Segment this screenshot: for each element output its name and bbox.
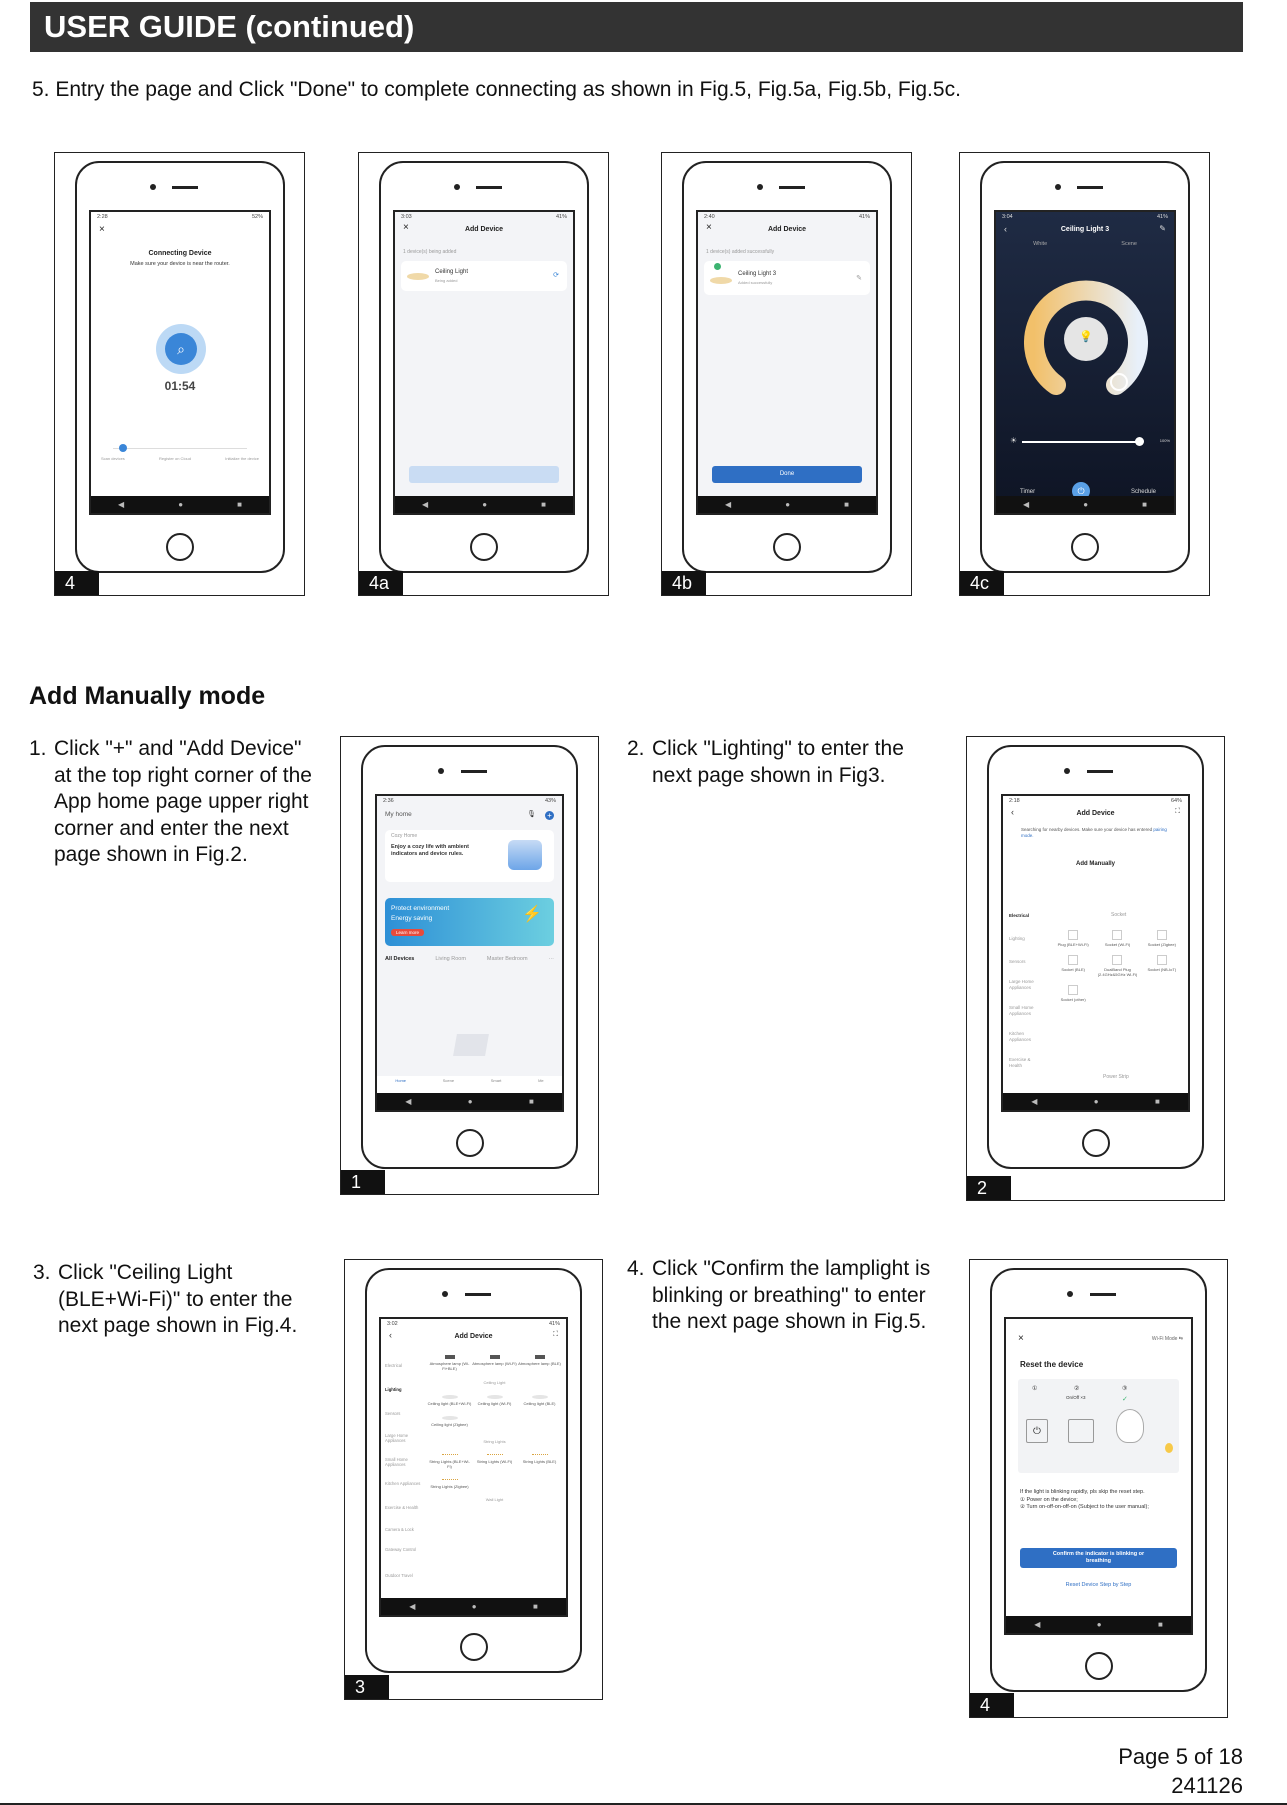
search-note: Searching for nearby devices. Make sure your device has entered pairing mode. (1021, 827, 1167, 838)
android-nav-bar[interactable]: ◀ ● ■ (1003, 1093, 1188, 1110)
socket-item[interactable]: Socket (Wi-Fi) (1095, 930, 1139, 947)
screen-title: Add Device (767, 226, 807, 233)
room-tabs[interactable]: All Devices Living Room Master Bedroom ··· (385, 956, 554, 962)
add-icon[interactable]: + (545, 811, 554, 820)
screen-title: Add Device (1076, 810, 1115, 817)
category-list[interactable]: Electrical Lighting Sensors Large Home Appliances Small Home Appliances Kitchen Appliances Exercise & Health Camera & Lock Gateway Control Outdoor Travel (385, 1363, 421, 1578)
done-button[interactable]: Done (712, 466, 862, 483)
brightness-value: 100% (1159, 438, 1170, 443)
countdown-timer: 01:54 (164, 379, 196, 393)
socket-item[interactable]: Socket (Zigbee) (1140, 930, 1184, 947)
card-text: Enjoy a cozy life with ambient indicators and device rules. (391, 844, 469, 857)
phone-screen (393, 210, 575, 515)
search-icon: ⌕ (156, 324, 206, 374)
instruction-4: 4. Click "Confirm the lamplight is blinking or breathing" to enter the next page shown in Fig.5. (627, 1257, 931, 1333)
power-plug-icon: ⏻ (1026, 1419, 1048, 1443)
instruction-3: 3. Click "Ceiling Light (BLE+Wi-Fi)" to enter the next page shown in Fig.4. (33, 1261, 298, 1337)
device-status: Being added (435, 278, 458, 283)
figure-4a (358, 152, 609, 596)
figure-3 (344, 1259, 603, 1700)
add-manually-heading: Add Manually (1075, 861, 1115, 867)
device-name: Ceiling Light 3 (738, 271, 777, 277)
wind-turbine-icon: ⚡ (522, 906, 542, 923)
phone-frame (75, 161, 285, 573)
android-nav-bar[interactable]: ◀ ● ■ (381, 1598, 566, 1615)
figure-4b (661, 152, 912, 596)
lighting-grid[interactable]: Atmosphere lamp (Wi-Fi+BLE) Atmosphere lamp (Wi-Fi) Atmosphere lamp (BLE) Ceiling Light Ceiling light (BLE+Wi-Fi) Ceiling light (Wi-Fi) Ceiling light (BLE) Ceiling light (Zigbee) String Lights String Lights (BLE+Wi-Fi) String Lights (Wi-Fi) String Lights (BLE) String Lights (Zigbee) Wall Light (427, 1355, 562, 1502)
socket-item[interactable]: Socket (NB-IoT) (1140, 955, 1184, 977)
figure-2 (966, 736, 1225, 1201)
bulb-small-icon (1165, 1443, 1173, 1453)
section-heading: Add Manually mode (29, 682, 266, 710)
product-item[interactable]: Atmosphere lamp (Wi-Fi+BLE) (427, 1355, 472, 1371)
phone-screen (696, 210, 878, 515)
figure-4 (54, 152, 305, 596)
close-icon[interactable]: × (403, 222, 409, 233)
figure-label: 1 (341, 1170, 385, 1194)
screen-title: Connecting Device (148, 250, 212, 257)
close-icon[interactable]: × (99, 224, 105, 235)
android-nav-bar[interactable]: ◀ ● ■ (377, 1093, 562, 1110)
figure-label: 3 (345, 1675, 389, 1699)
status-note: 1 device(s) added successfully (706, 249, 775, 255)
phone-screen (375, 794, 564, 1112)
lamp-icon (710, 277, 732, 284)
edit-icon[interactable]: ✎ (1159, 224, 1166, 233)
phone-screen (89, 210, 271, 515)
product-item[interactable]: String Lights (BLE+Wi-Fi) (427, 1454, 472, 1469)
figure-4c (959, 152, 1210, 596)
house-icon (508, 840, 542, 870)
confirm-button[interactable]: Confirm the indicator is blinking or breathing (1020, 1548, 1177, 1568)
product-item[interactable]: Atmosphere lamp (BLE) (517, 1355, 562, 1371)
power-button[interactable]: ⏻ (1072, 482, 1090, 500)
figure-4-reset (969, 1259, 1228, 1718)
figure-1 (340, 736, 599, 1195)
success-icon (714, 263, 721, 270)
edit-icon[interactable]: ✎ (856, 275, 862, 282)
back-icon[interactable]: ‹ (389, 1330, 392, 1340)
home-button (166, 533, 194, 561)
screen-title: Add Device (464, 226, 504, 233)
socket-grid[interactable] (1051, 930, 1184, 1002)
socket-item[interactable]: Socket (BLE) (1051, 955, 1095, 977)
screen-title: Reset the device (1020, 1360, 1084, 1369)
android-nav-bar[interactable]: ◀ ● ■ (1006, 1616, 1191, 1633)
product-item[interactable]: Ceiling light (Wi-Fi) (472, 1395, 517, 1406)
power-strip-label: Power Strip (1103, 1074, 1129, 1080)
phone-frame (379, 161, 589, 573)
android-nav-bar[interactable]: ◀ ● ■ (91, 496, 269, 513)
back-icon[interactable]: ‹ (1011, 807, 1014, 817)
schedule-label[interactable]: Schedule (1130, 489, 1156, 495)
brightness-slider[interactable] (1022, 441, 1140, 443)
phone-screen (1001, 794, 1190, 1112)
phone-camera (150, 184, 156, 190)
figure-label: 4 (970, 1693, 1014, 1717)
phone-speaker (172, 186, 198, 189)
phone-screen (994, 210, 1176, 515)
status-bar: 3:03 41% (401, 214, 567, 220)
scan-icon[interactable]: ⛶ (1175, 808, 1180, 815)
step-5-text: 5. Entry the page and Click "Done" to complete connecting as shown in Fig.5, Fig.5a, Fig.5b, Fig.5c. (32, 78, 961, 101)
device-card[interactable] (401, 261, 567, 291)
phone-screen (1004, 1317, 1193, 1635)
device-name: Ceiling Light (435, 269, 469, 275)
android-nav-bar[interactable]: ◀ ● ■ (395, 496, 573, 513)
card-tag: Cozy Home (391, 833, 418, 839)
socket-item[interactable]: Plug (BLE+Wi-Fi) (1051, 930, 1095, 947)
phone-frame (987, 745, 1204, 1169)
device-status: Added successfully (738, 280, 773, 285)
close-icon[interactable]: × (706, 222, 712, 233)
slider-thumb[interactable] (1135, 437, 1144, 446)
scan-icon[interactable]: ⛶ (553, 1331, 558, 1338)
product-item[interactable]: String Lights (BLE) (517, 1454, 562, 1469)
page-number: Page 5 of 18 241126 (1118, 1744, 1243, 1798)
product-item[interactable]: Ceiling light (BLE) (517, 1395, 562, 1406)
wifi-mode-toggle[interactable]: Wi-Fi Mode ⇆ (1151, 1336, 1183, 1342)
mic-icon[interactable]: 🎙 (527, 811, 536, 818)
step-labels: Scan devices Register on Cloud Initialize the device (101, 456, 259, 461)
bulb-icon (1116, 1409, 1144, 1443)
promo-banner[interactable]: Protect environment Energy saving Learn more ⚡ (385, 898, 554, 946)
empty-box-icon (453, 1034, 489, 1056)
screen-subtitle: Make sure your device is near the router. (130, 261, 230, 267)
ceiling-light-ble-wifi[interactable]: Ceiling light (BLE+Wi-Fi) (427, 1395, 472, 1406)
bulb-icon: 💡 (1079, 331, 1093, 343)
figure-label: 4a (359, 571, 403, 595)
reset-illustration: ① ② On/Off ×3 ③ ✓ ⏻ (1018, 1379, 1179, 1473)
product-item[interactable]: String Lights (Wi-Fi) (472, 1454, 517, 1469)
status-bar: 3:02 41% (387, 1321, 560, 1327)
screen-title: Ceiling Light 3 (1060, 226, 1110, 233)
android-nav-bar[interactable]: ◀ ● ■ (996, 496, 1174, 513)
device-card[interactable] (704, 261, 870, 295)
socket-item[interactable]: DualBand Plug (2.4GHz&5GHz Wi-Fi) (1095, 955, 1139, 977)
back-icon[interactable]: ‹ (1004, 224, 1007, 234)
figure-label: 4c (960, 571, 1004, 595)
status-bar: 3:04 41% (1002, 214, 1168, 220)
timer-label[interactable]: Timer (1020, 489, 1036, 495)
status-bar: 2:18 64% (1009, 798, 1182, 804)
phone-frame (990, 1268, 1207, 1692)
status-bar: 2:28 52% (97, 214, 263, 220)
phone-frame (980, 161, 1190, 573)
done-button-disabled[interactable] (409, 466, 559, 483)
progress-steps (113, 448, 247, 449)
category-list[interactable]: Electrical Lighting Sensors Large Home Appliances Small Home Appliances Kitchen Appliances Exercise & Health (1009, 913, 1034, 1068)
figure-label: 4 (55, 571, 99, 595)
page-header: USER GUIDE (continued) (30, 2, 1243, 52)
product-item[interactable]: Ceiling light (Zigbee) (427, 1416, 472, 1427)
product-item[interactable]: String Lights (Zigbee) (427, 1479, 472, 1489)
screen-title: Add Device (454, 1333, 493, 1340)
loading-icon: ⟳ (553, 272, 559, 279)
figure-label: 4b (662, 571, 706, 595)
reset-step-link[interactable]: Reset Device Step by Step (1065, 1582, 1132, 1588)
phone-frame (365, 1268, 582, 1673)
mode-tabs[interactable]: White Scene (1033, 241, 1137, 247)
learn-more-button[interactable]: Learn more (391, 929, 424, 936)
brightness-icon: ☀ (1010, 436, 1018, 445)
phone-frame (682, 161, 892, 573)
android-nav-bar[interactable]: ◀ ● ■ (698, 496, 876, 513)
phone-frame (361, 745, 578, 1169)
home-selector[interactable]: My home (385, 811, 412, 818)
status-bar: 2:40 41% (704, 214, 870, 220)
bottom-tab-bar[interactable]: Home Scene Smart Me (377, 1076, 562, 1093)
switch-icon (1068, 1419, 1094, 1443)
socket-item[interactable]: Socket (other) (1051, 985, 1095, 1002)
instruction-2: 2. Click "Lighting" to enter the next page shown in Fig3. (627, 737, 904, 787)
instruction-text: If the light is blinking rapidly, pls skip the reset step. ① Power on the device; ② Turn on-off-on-off-on (Subject to the user manual); (1020, 1489, 1149, 1510)
figure-label: 2 (967, 1176, 1011, 1200)
lamp-icon (407, 273, 429, 280)
instruction-1: 1. Click "+" and "Add Device" at the top right corner of the App home page upper right corner and enter the next page shown in Fig.2. (29, 737, 312, 866)
step-dot (119, 444, 127, 452)
status-note: 1 device(s) being added (403, 249, 457, 255)
socket-group-label: Socket (1111, 912, 1127, 918)
status-bar: 2:36 43% (383, 798, 556, 804)
cozy-card[interactable] (385, 830, 554, 882)
close-icon[interactable]: × (1018, 1333, 1024, 1344)
phone-screen (379, 1317, 568, 1617)
product-item[interactable]: Atmosphere lamp (Wi-Fi) (472, 1355, 517, 1371)
